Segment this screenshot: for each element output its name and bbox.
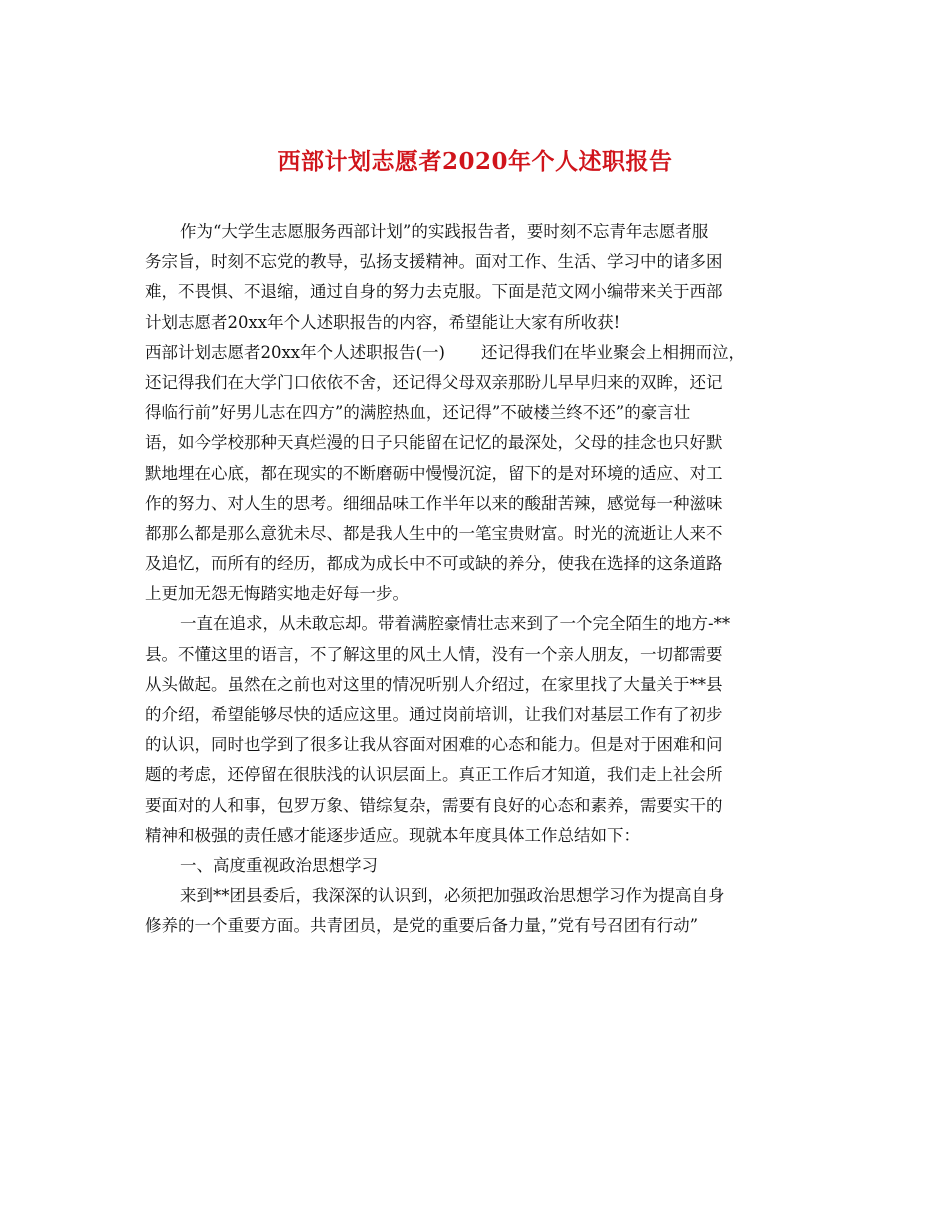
body-line: 都那么都是那么意犹未尽、都是我人生中的一笔宝贵财富。时光的流逝让人来不 (145, 523, 723, 543)
body-line: 语，如今学校那种天真烂漫的日子只能留在记忆的最深处，父母的挂念也只好默 (145, 433, 723, 453)
body-line: 作的努力、对人生的思考。细细品味工作半年以来的酸甜苦辣，感觉每一种滋味 (145, 493, 723, 513)
body-line: 题的考虑，还停留在很肤浅的认识层面上。真正工作后才知道，我们走上社会所 (145, 765, 723, 785)
section-heading: 一、高度重视政治思想学习 (180, 855, 378, 875)
body-line: 从头做起。虽然在之前也对这里的情况听别人介绍过，在家里找了大量关于**县 (145, 674, 723, 694)
body-line: 精神和极强的责任感才能逐步适应。现就本年度具体工作总结如下： (145, 825, 640, 845)
body-line: 作为“大学生志愿服务西部计划”的实践报告者，要时刻不忘青年志愿者服 (180, 222, 709, 241)
body-line: 的介绍，希望能够尽快的适应这里。通过岗前培训，让我们对基层工作有了初步 (145, 705, 723, 724)
body-line: 上更加无怨无悔踏实地走好每一步。 (145, 584, 409, 604)
body-line: 得临行前”好男儿志在四方”的满腔热血，还记得”不破楼兰终不还”的豪言壮 (145, 403, 691, 423)
body-line: 还记得我们在大学门口依依不舍，还记得父母双亲那盼儿早早归来的双眸，还记 (145, 372, 723, 392)
document-body (145, 217, 807, 942)
section-heading-inline: 西部计划志愿者20xx年个人述职报告(一) (145, 342, 445, 362)
body-line: 计划志愿者20xx年个人述职报告的内容，希望能让大家有所收获! (145, 312, 621, 332)
body-line: 修养的一个重要方面。共青团员，是党的重要后备力量，”党有号召团有行动” (145, 916, 699, 936)
body-line: 的认识，同时也学到了很多让我从容面对困难的心态和能力。但是对于困难和问 (145, 735, 723, 755)
body-line: 县。不懂这里的语言，不了解这里的风土人情，没有一个亲人朋友，一切都需要 (145, 644, 723, 664)
body-line: 务宗旨，时刻不忘党的教导，弘扬支援精神。面对工作、生活、学习中的诸多困 (145, 252, 723, 272)
body-line: 及追忆，而所有的经历，都成为成长中不可或缺的养分，使我在选择的这条道路 (145, 554, 723, 574)
body-line: 难，不畏惧、不退缩，通过自身的努力去克服。下面是范文网小编带来关于西部 (145, 282, 723, 302)
body-line-with-heading (145, 338, 807, 368)
body-line-continuation: 还记得我们在毕业聚会上相拥而泣， (480, 342, 745, 362)
document-title: 西部计划志愿者2020年个人述职报告 (277, 148, 673, 175)
body-line: 一直在追求，从未敢忘却。带着满腔豪情壮志来到了一个完全陌生的地方-** (180, 614, 731, 634)
body-line: 默地埋在心底，都在现实的不断磨砺中慢慢沉淀，留下的是对环境的适应、对工 (145, 463, 723, 483)
body-line: 来到**团县委后，我深深的认识到，必须把加强政治思想学习作为提高自身 (180, 886, 725, 906)
body-line: 要面对的人和事，包罗万象、错综复杂，需要有良好的心态和素养，需要实干的 (145, 795, 723, 815)
